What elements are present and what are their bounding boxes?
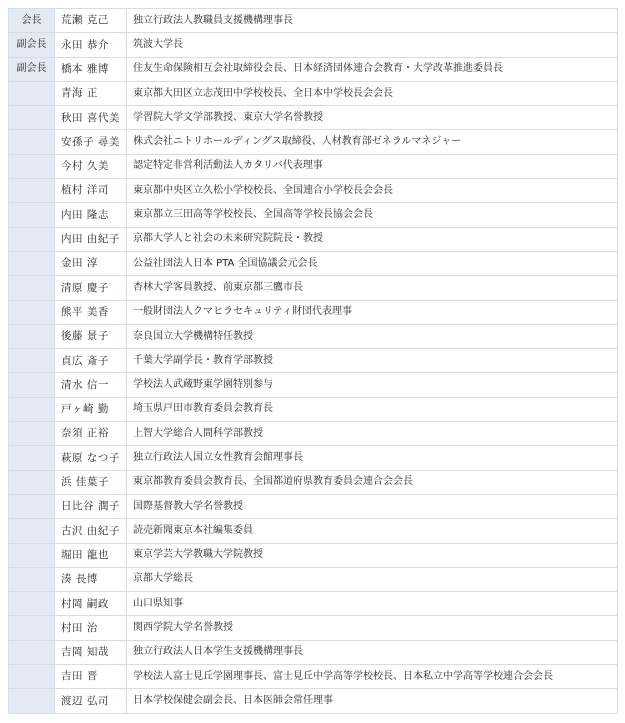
table-row [9,494,618,518]
table-row [9,543,618,567]
table-row [9,130,618,154]
member-role [9,106,55,130]
member-affiliation: 東京都教育委員会教育長、全国都道府県教育委員会連合会会長 [127,470,618,494]
table-row [9,519,618,543]
member-name: 清水 信一 [55,373,127,397]
member-affiliation: 東京都大田区立志茂田中学校校長、全日本中学校長会会長 [127,81,618,105]
member-name: 秋田 喜代美 [55,106,127,130]
table-row [9,397,618,421]
member-role [9,324,55,348]
member-affiliation: 日本学校保健会副会長、日本医師会常任理事 [127,689,618,713]
member-table-body [9,9,618,714]
table-row [9,300,618,324]
member-name: 清原 慶子 [55,276,127,300]
table-row [9,81,618,105]
member-role [9,81,55,105]
member-role [9,689,55,713]
member-role [9,203,55,227]
member-affiliation: 公益社団法人日本 PTA 全国協議会元会長 [127,251,618,275]
member-role [9,640,55,664]
member-role: 副会長 [9,33,55,57]
table-row [9,616,618,640]
member-role [9,227,55,251]
member-name: 荒瀬 克己 [55,9,127,33]
table-row [9,227,618,251]
member-name: 村田 治 [55,616,127,640]
table-row [9,373,618,397]
member-name: 堀田 龍也 [55,543,127,567]
member-affiliation: 読売新聞東京本社編集委員 [127,519,618,543]
member-role [9,154,55,178]
member-name: 今村 久美 [55,154,127,178]
member-name: 古沢 由紀子 [55,519,127,543]
member-affiliation: 認定特定非営利活動法人カタリバ代表理事 [127,154,618,178]
member-role [9,494,55,518]
member-role [9,349,55,373]
member-affiliation: 山口県知事 [127,592,618,616]
member-affiliation: 京都大学総長 [127,567,618,591]
member-name: 奈須 正裕 [55,422,127,446]
table-row [9,179,618,203]
table-row [9,665,618,689]
member-name: 青海 正 [55,81,127,105]
member-affiliation: 筑波大学長 [127,33,618,57]
member-affiliation: 東京学芸大学教職大学院教授 [127,543,618,567]
member-role [9,592,55,616]
member-affiliation: 杏林大学客員教授、前東京都三鷹市長 [127,276,618,300]
member-affiliation: 独立行政法人日本学生支援機構理事長 [127,640,618,664]
table-row [9,422,618,446]
member-role [9,665,55,689]
table-row [9,106,618,130]
table-row [9,9,618,33]
member-role [9,130,55,154]
member-affiliation: 株式会社ニトリホールディングス取締役、人材教育部ゼネラルマネジャー [127,130,618,154]
table-row [9,689,618,713]
member-affiliation: 京都大学人と社会の未来研究院院長・教授 [127,227,618,251]
member-affiliation: 東京都立三田高等学校校長、全国高等学校長協会会長 [127,203,618,227]
table-row [9,251,618,275]
member-name: 橋本 雅博 [55,57,127,81]
table-row [9,276,618,300]
member-role [9,567,55,591]
member-name: 永田 恭介 [55,33,127,57]
table-row [9,640,618,664]
member-role [9,470,55,494]
table-row [9,446,618,470]
member-role [9,519,55,543]
member-name: 内田 隆志 [55,203,127,227]
member-affiliation: 関西学院大学名誉教授 [127,616,618,640]
table-row [9,33,618,57]
member-affiliation: 独立行政法人国立女性教育会館理事長 [127,446,618,470]
member-affiliation: 埼玉県戸田市教育委員会教育長 [127,397,618,421]
member-affiliation: 住友生命保険相互会社取締役会長、日本経済団体連合会教育・大学改革推進委員長 [127,57,618,81]
member-affiliation: 学校法人富士見丘学園理事長、富士見丘中学高等学校校長、日本私立中学高等学校連合会会長 [127,665,618,689]
member-name: 金田 淳 [55,251,127,275]
member-role [9,616,55,640]
member-role [9,543,55,567]
member-affiliation: 学校法人武蔵野東学園特別参与 [127,373,618,397]
member-affiliation: 国際基督教大学名誉教授 [127,494,618,518]
member-name: 渡辺 弘司 [55,689,127,713]
member-role [9,446,55,470]
member-name: 後藤 景子 [55,324,127,348]
table-row [9,57,618,81]
member-affiliation: 奈良国立大学機構特任教授 [127,324,618,348]
member-table [8,8,618,714]
member-role [9,422,55,446]
member-name: 浜 佳葉子 [55,470,127,494]
member-name: 熊平 美香 [55,300,127,324]
member-name: 吉岡 知哉 [55,640,127,664]
member-name: 貞広 斎子 [55,349,127,373]
table-row [9,470,618,494]
member-name: 吉田 晋 [55,665,127,689]
member-role: 副会長 [9,57,55,81]
member-affiliation: 上智大学総合人間科学部教授 [127,422,618,446]
table-row [9,203,618,227]
member-name: 日比谷 潤子 [55,494,127,518]
member-role: 会長 [9,9,55,33]
table-row [9,349,618,373]
member-role [9,373,55,397]
member-name: 戸ヶ崎 勤 [55,397,127,421]
member-role [9,276,55,300]
member-name: 村岡 嗣政 [55,592,127,616]
table-row [9,567,618,591]
member-affiliation: 千葉大学副学長・教育学部教授 [127,349,618,373]
member-list-container [8,8,618,714]
member-role [9,251,55,275]
member-name: 植村 洋司 [55,179,127,203]
member-name: 安孫子 尋美 [55,130,127,154]
member-name: 湊 長博 [55,567,127,591]
member-role [9,300,55,324]
member-name: 内田 由紀子 [55,227,127,251]
member-affiliation: 東京都中央区立久松小学校校長、全国連合小学校長会会長 [127,179,618,203]
table-row [9,154,618,178]
table-row [9,592,618,616]
member-affiliation: 学習院大学文学部教授、東京大学名誉教授 [127,106,618,130]
member-role [9,397,55,421]
member-affiliation: 独立行政法人教職員支援機構理事長 [127,9,618,33]
member-name: 萩原 なつ子 [55,446,127,470]
member-affiliation: 一般財団法人クマヒラセキュリティ財団代表理事 [127,300,618,324]
member-role [9,179,55,203]
table-row [9,324,618,348]
